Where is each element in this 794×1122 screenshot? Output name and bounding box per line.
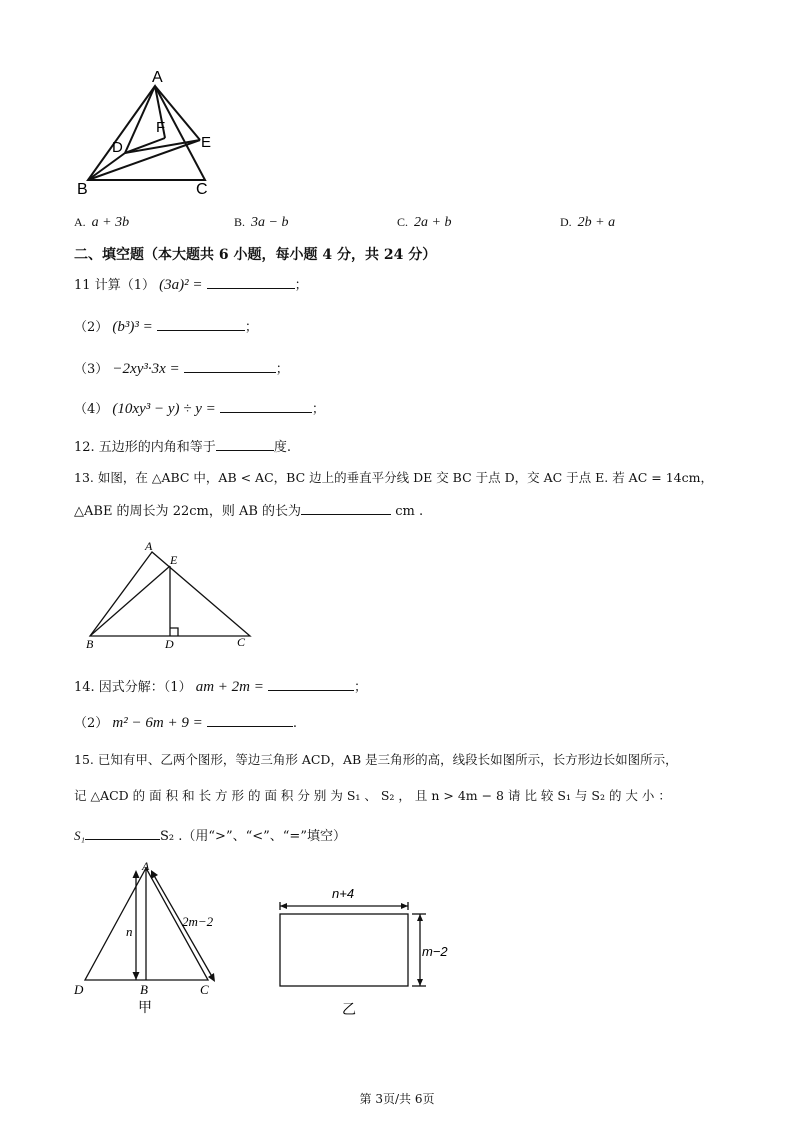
q10-label-D: D xyxy=(112,139,123,156)
q14-line2 xyxy=(74,712,297,732)
q11-part3-label: （3） xyxy=(74,362,109,377)
q14-label2: （2） xyxy=(74,716,109,731)
q11-part4 xyxy=(74,398,325,418)
q15-blank[interactable] xyxy=(85,827,160,840)
q15-fig1-label-B: B xyxy=(140,982,148,997)
q12-end: 度. xyxy=(273,440,291,455)
q11-part1-end: ； xyxy=(294,278,308,293)
q15-fig2-label-top: n+4 xyxy=(332,886,355,901)
q11-part1-expr: (3a)² = xyxy=(159,277,203,293)
q13-line2 xyxy=(74,500,423,519)
q11-part3 xyxy=(74,358,289,378)
q10-label-A: A xyxy=(152,69,163,86)
q11-number: 11 xyxy=(74,278,91,293)
q10-option-d-letter: D. xyxy=(560,215,572,229)
q15-figure-yi xyxy=(272,858,472,1022)
q15-fig1-label-side: 2m−2 xyxy=(182,914,214,929)
q10-option-a-letter: A. xyxy=(74,215,86,229)
q11-part4-expr: (10xy³ − y) ÷ y = xyxy=(112,401,216,417)
q10-label-B: B xyxy=(77,181,88,198)
q14-line1 xyxy=(74,676,367,696)
q14-expr1: am + 2m = xyxy=(195,679,264,695)
q15-figure-jia xyxy=(68,858,228,1018)
q15-fig1-label-D: D xyxy=(74,982,84,997)
q10-option-a xyxy=(74,215,129,231)
q10-option-b xyxy=(234,215,288,231)
q11-part1 xyxy=(74,274,308,294)
q13-unit: cm . xyxy=(395,504,424,519)
q15-line3 xyxy=(74,825,346,844)
q13-line2-text: △ABE 的周长为 22cm，则 AB 的长为 xyxy=(74,504,302,519)
q11-part2-end: ； xyxy=(244,320,258,335)
q14-blank2[interactable] xyxy=(207,714,293,727)
q13-triangle-figure xyxy=(82,538,262,650)
q11-part4-end: ； xyxy=(311,402,325,417)
q13-label-E: E xyxy=(170,553,178,567)
q14-blank1[interactable] xyxy=(268,678,354,691)
q13-label-D: D xyxy=(165,637,174,650)
q15-fig1-caption: 甲 xyxy=(138,999,152,1015)
q11-part4-blank[interactable] xyxy=(220,400,312,413)
q15-fig2-caption: 乙 xyxy=(342,1001,356,1017)
q15-line1: 15. 已知有甲、乙两个图形，等边三角形 ACD，AB 是三角形的高，线段长如图所示，长方形边长如图所示， xyxy=(74,752,678,767)
q15-s1: S₁ xyxy=(74,828,86,843)
q13-label-B: B xyxy=(86,637,94,650)
q14-expr2: m² − 6m + 9 = xyxy=(112,715,203,731)
q11-part2-label: （2） xyxy=(74,320,109,335)
q12 xyxy=(74,436,291,455)
q11-part2-expr: (b³)³ = xyxy=(112,319,153,335)
q10-option-c-letter: C. xyxy=(397,215,409,229)
q11-part2-blank[interactable] xyxy=(157,318,245,331)
q10-label-C: C xyxy=(196,181,208,198)
q11-intro: 计算（1） xyxy=(94,278,155,293)
q12-blank[interactable] xyxy=(216,438,274,451)
q10-label-F: F xyxy=(156,119,166,136)
q14-end1: ； xyxy=(354,680,368,695)
q10-triangle-figure xyxy=(70,60,230,200)
q11-part3-expr: −2xy³·3x = xyxy=(112,361,180,377)
q12-text: 12. 五边形的内角和等于 xyxy=(74,440,216,455)
q13-line1: 13. 如图，在 △ABC 中，AB < AC，BC 边上的垂直平分线 DE 交 BC 于点 D，交 AC 于点 E. 若 AC = 14cm， xyxy=(74,470,713,485)
q15-line3-tail: S₂ .（用“>”、“<”、“=”填空） xyxy=(160,829,346,844)
q15-fig2-label-right: m−2 xyxy=(422,944,448,959)
q13-blank[interactable] xyxy=(301,502,391,515)
q13-label-C: C xyxy=(237,635,246,649)
q10-option-d-expr: 2b + a xyxy=(577,215,616,230)
q10-option-d xyxy=(560,215,615,231)
q11-part3-blank[interactable] xyxy=(184,360,276,373)
q10-option-c-expr: 2a + b xyxy=(414,215,452,230)
q10-option-b-letter: B. xyxy=(234,215,246,229)
q15-fig1-label-n: n xyxy=(126,924,133,939)
q14-line1-text: 14. 因式分解：（1） xyxy=(74,680,192,695)
q11-part1-blank[interactable] xyxy=(207,276,295,289)
q13-label-A: A xyxy=(145,539,153,553)
q10-option-a-expr: a + 3b xyxy=(91,215,130,230)
q10-option-b-expr: 3a − b xyxy=(251,215,289,230)
q15-fig1-label-C: C xyxy=(200,982,209,997)
q15-line2: 记 △ACD 的 面 积 和 长 方 形 的 面 积 分 别 为 S₁ 、 S₂ ， 且 n > 4m − 8 请 比 较 S₁ 与 S₂ 的 大 小 ： xyxy=(74,788,671,803)
section2-heading: 二、填空题（本大题共 6 小题，每小题 4 分，共 24 分） xyxy=(74,247,437,263)
q11-part3-end: ； xyxy=(275,362,289,377)
q15-fig1-label-A: A xyxy=(142,859,150,873)
page-footer: 第 3页/共 6页 xyxy=(359,1092,435,1106)
q11-part4-label: （4） xyxy=(74,402,109,417)
q10-option-c xyxy=(397,215,451,231)
q11-part2 xyxy=(74,316,258,336)
q10-label-E: E xyxy=(201,134,212,151)
q14-end2: . xyxy=(292,716,297,731)
